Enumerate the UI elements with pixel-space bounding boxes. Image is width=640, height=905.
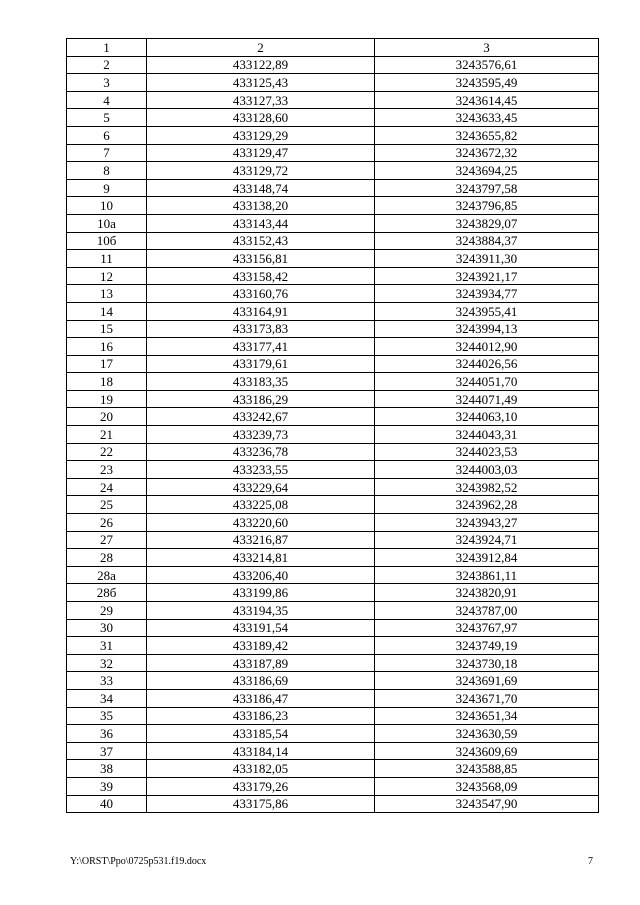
cell-x: 433152,43	[147, 232, 375, 250]
cell-x: 433239,73	[147, 426, 375, 444]
table-row	[67, 126, 599, 144]
cell-x: 433187,89	[147, 654, 375, 672]
cell-y: 3243884,37	[375, 232, 599, 250]
table-row	[67, 91, 599, 109]
cell-y: 3243797,58	[375, 179, 599, 197]
cell-point: 37	[67, 742, 147, 760]
cell-point: 27	[67, 531, 147, 549]
cell-x: 433179,26	[147, 777, 375, 795]
cell-x: 433148,74	[147, 179, 375, 197]
cell-point: 11	[67, 250, 147, 268]
table-row	[67, 514, 599, 532]
cell-point: 28а	[67, 566, 147, 584]
cell-point: 30	[67, 619, 147, 637]
cell-point: 23	[67, 461, 147, 479]
cell-x: 433184,14	[147, 742, 375, 760]
table-row	[67, 109, 599, 127]
cell-x: 433143,44	[147, 214, 375, 232]
cell-x: 433214,81	[147, 549, 375, 567]
table-row	[67, 197, 599, 215]
table-row	[67, 74, 599, 92]
cell-point: 5	[67, 109, 147, 127]
table-row	[67, 672, 599, 690]
cell-y: 3243861,11	[375, 566, 599, 584]
cell-y: 3243576,61	[375, 56, 599, 74]
table-row	[67, 478, 599, 496]
header-cell-x: 2	[147, 39, 375, 57]
cell-point: 20	[67, 408, 147, 426]
cell-y: 3243655,82	[375, 126, 599, 144]
cell-x: 433129,72	[147, 162, 375, 180]
table-row	[67, 285, 599, 303]
cell-y: 3243691,69	[375, 672, 599, 690]
footer-file-path: Y:\ORST\Ppo\0725p531.f19.docx	[70, 856, 207, 867]
cell-y: 3243787,00	[375, 602, 599, 620]
cell-x: 433127,33	[147, 91, 375, 109]
cell-x: 433138,20	[147, 197, 375, 215]
cell-y: 3244063,10	[375, 408, 599, 426]
table-row	[67, 496, 599, 514]
cell-x: 433175,86	[147, 795, 375, 813]
cell-x: 433158,42	[147, 267, 375, 285]
cell-x: 433206,40	[147, 566, 375, 584]
cell-y: 3243994,13	[375, 320, 599, 338]
cell-y: 3244003,03	[375, 461, 599, 479]
cell-y: 3243982,52	[375, 478, 599, 496]
cell-point: 3	[67, 74, 147, 92]
cell-x: 433236,78	[147, 443, 375, 461]
table-row	[67, 214, 599, 232]
cell-y: 3243911,30	[375, 250, 599, 268]
table-row	[67, 795, 599, 813]
table-row	[67, 566, 599, 584]
cell-x: 433173,83	[147, 320, 375, 338]
cell-y: 3244051,70	[375, 373, 599, 391]
cell-point: 13	[67, 285, 147, 303]
table-row	[67, 162, 599, 180]
cell-point: 35	[67, 707, 147, 725]
table-row	[67, 144, 599, 162]
cell-point: 39	[67, 777, 147, 795]
cell-y: 3243614,45	[375, 91, 599, 109]
cell-point: 14	[67, 302, 147, 320]
cell-x: 433129,47	[147, 144, 375, 162]
header-cell-point: 1	[67, 39, 147, 57]
cell-point: 15	[67, 320, 147, 338]
cell-point: 28	[67, 549, 147, 567]
cell-x: 433183,35	[147, 373, 375, 391]
table-row	[67, 232, 599, 250]
cell-x: 433199,86	[147, 584, 375, 602]
cell-point: 6	[67, 126, 147, 144]
table-row	[67, 267, 599, 285]
table-row	[67, 777, 599, 795]
cell-point: 18	[67, 373, 147, 391]
cell-x: 433186,23	[147, 707, 375, 725]
cell-y: 3244026,56	[375, 355, 599, 373]
table-row	[67, 320, 599, 338]
cell-point: 22	[67, 443, 147, 461]
table-row	[67, 725, 599, 743]
coordinates-table	[66, 38, 599, 813]
cell-x: 433194,35	[147, 602, 375, 620]
cell-x: 433191,54	[147, 619, 375, 637]
table-row	[67, 619, 599, 637]
cell-y: 3243694,25	[375, 162, 599, 180]
cell-point: 16	[67, 338, 147, 356]
cell-y: 3243943,27	[375, 514, 599, 532]
table-row	[67, 443, 599, 461]
cell-x: 433229,64	[147, 478, 375, 496]
cell-point: 32	[67, 654, 147, 672]
cell-point: 26	[67, 514, 147, 532]
table-row	[67, 302, 599, 320]
cell-point: 24	[67, 478, 147, 496]
table-row	[67, 531, 599, 549]
cell-x: 433189,42	[147, 637, 375, 655]
cell-point: 33	[67, 672, 147, 690]
cell-y: 3244012,90	[375, 338, 599, 356]
table-row	[67, 654, 599, 672]
cell-x: 433128,60	[147, 109, 375, 127]
table-row	[67, 179, 599, 197]
cell-y: 3243633,45	[375, 109, 599, 127]
cell-x: 433177,41	[147, 338, 375, 356]
cell-y: 3243630,59	[375, 725, 599, 743]
cell-point: 10а	[67, 214, 147, 232]
table-row	[67, 250, 599, 268]
cell-point: 12	[67, 267, 147, 285]
cell-y: 3243924,71	[375, 531, 599, 549]
cell-point: 36	[67, 725, 147, 743]
cell-y: 3243934,77	[375, 285, 599, 303]
cell-point: 10б	[67, 232, 147, 250]
cell-point: 40	[67, 795, 147, 813]
cell-y: 3243547,90	[375, 795, 599, 813]
cell-x: 433225,08	[147, 496, 375, 514]
cell-y: 3243912,84	[375, 549, 599, 567]
table-row	[67, 602, 599, 620]
cell-point: 34	[67, 689, 147, 707]
cell-point: 29	[67, 602, 147, 620]
table-row	[67, 355, 599, 373]
cell-point: 38	[67, 760, 147, 778]
cell-x: 433186,47	[147, 689, 375, 707]
table-row	[67, 390, 599, 408]
cell-point: 9	[67, 179, 147, 197]
cell-point: 4	[67, 91, 147, 109]
cell-x: 433186,29	[147, 390, 375, 408]
cell-x: 433129,29	[147, 126, 375, 144]
table-row	[67, 637, 599, 655]
cell-y: 3243588,85	[375, 760, 599, 778]
cell-point: 8	[67, 162, 147, 180]
cell-x: 433122,89	[147, 56, 375, 74]
cell-x: 433156,81	[147, 250, 375, 268]
header-cell-y: 3	[375, 39, 599, 57]
cell-y: 3243672,32	[375, 144, 599, 162]
cell-x: 433185,54	[147, 725, 375, 743]
cell-y: 3243609,69	[375, 742, 599, 760]
cell-point: 25	[67, 496, 147, 514]
cell-y: 3243767,97	[375, 619, 599, 637]
table-row	[67, 760, 599, 778]
table-row	[67, 742, 599, 760]
cell-x: 433242,67	[147, 408, 375, 426]
footer-page-number: 7	[588, 856, 593, 867]
cell-point: 10	[67, 197, 147, 215]
cell-y: 3243829,07	[375, 214, 599, 232]
cell-y: 3243730,18	[375, 654, 599, 672]
table-row	[67, 426, 599, 444]
cell-y: 3244043,31	[375, 426, 599, 444]
cell-y: 3243962,28	[375, 496, 599, 514]
cell-x: 433216,87	[147, 531, 375, 549]
cell-y: 3243595,49	[375, 74, 599, 92]
cell-x: 433160,76	[147, 285, 375, 303]
cell-point: 19	[67, 390, 147, 408]
cell-x: 433125,43	[147, 74, 375, 92]
table-row	[67, 408, 599, 426]
table-row	[67, 584, 599, 602]
cell-y: 3243671,70	[375, 689, 599, 707]
cell-y: 3244023,53	[375, 443, 599, 461]
table-row	[67, 689, 599, 707]
cell-x: 433233,55	[147, 461, 375, 479]
cell-point: 31	[67, 637, 147, 655]
cell-point: 2	[67, 56, 147, 74]
cell-point: 7	[67, 144, 147, 162]
cell-y: 3243796,85	[375, 197, 599, 215]
cell-x: 433179,61	[147, 355, 375, 373]
cell-y: 3243955,41	[375, 302, 599, 320]
cell-x: 433186,69	[147, 672, 375, 690]
cell-point: 28б	[67, 584, 147, 602]
cell-x: 433182,05	[147, 760, 375, 778]
cell-y: 3243651,34	[375, 707, 599, 725]
table-row	[67, 56, 599, 74]
table-row	[67, 338, 599, 356]
cell-y: 3244071,49	[375, 390, 599, 408]
cell-y: 3243921,17	[375, 267, 599, 285]
cell-point: 21	[67, 426, 147, 444]
cell-y: 3243568,09	[375, 777, 599, 795]
cell-x: 433220,60	[147, 514, 375, 532]
table-row	[67, 373, 599, 391]
table-row	[67, 461, 599, 479]
cell-point: 17	[67, 355, 147, 373]
table-header-row	[67, 39, 599, 57]
cell-y: 3243749,19	[375, 637, 599, 655]
coordinates-table-body	[67, 39, 599, 813]
table-row	[67, 549, 599, 567]
cell-x: 433164,91	[147, 302, 375, 320]
table-row	[67, 707, 599, 725]
cell-y: 3243820,91	[375, 584, 599, 602]
